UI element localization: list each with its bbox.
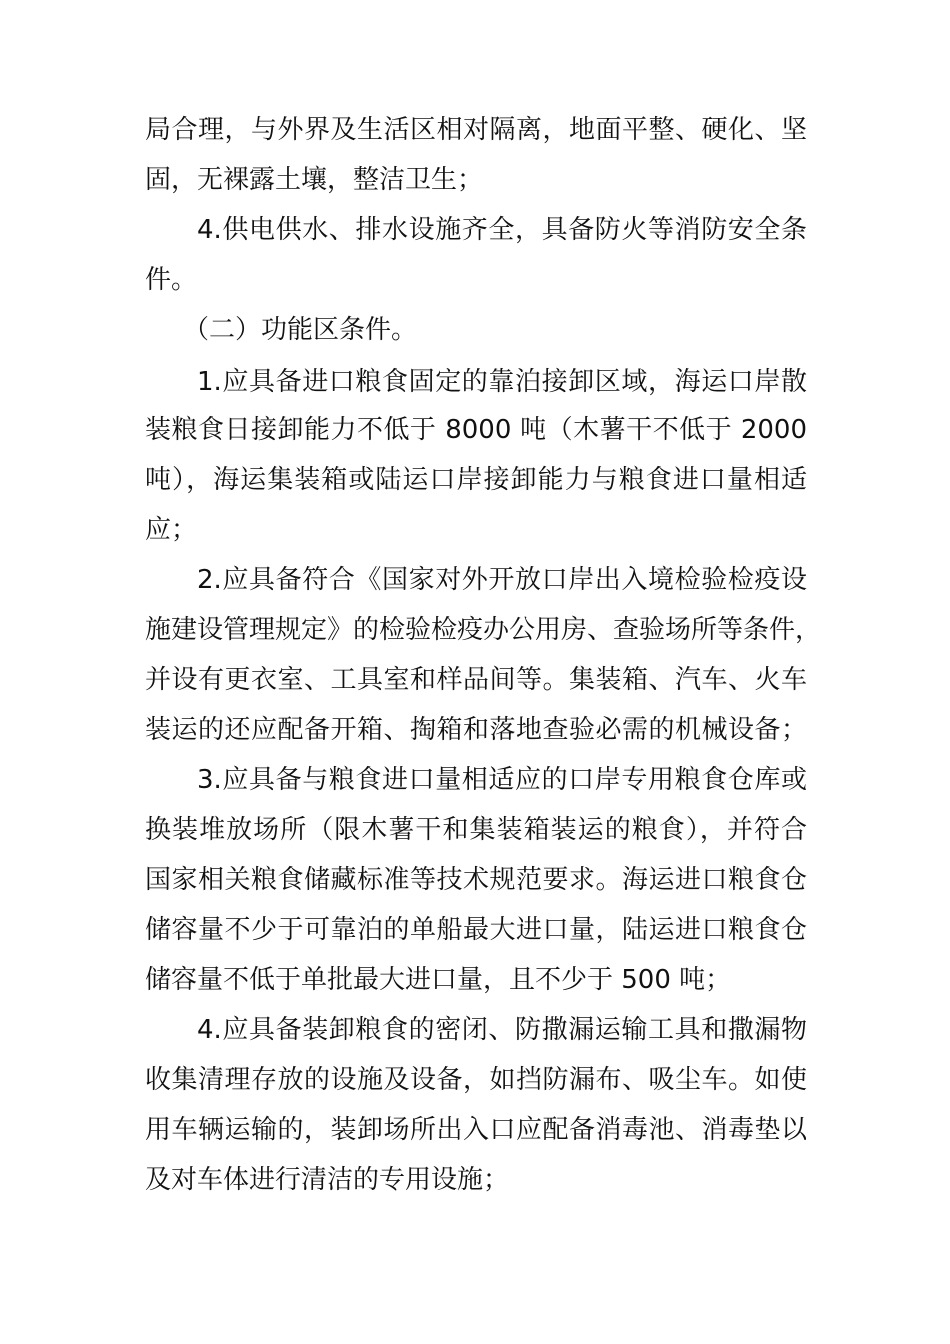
text-line: 吨），海运集装箱或陆运口岸接卸能力与粮食进口量相适	[145, 465, 807, 495]
text-line: 局合理，与外界及生活区相对隔离，地面平整、硬化、坚	[145, 115, 807, 145]
text-line: 施建设管理规定》的检验检疫办公用房、查验场所等条件，	[145, 615, 822, 645]
text-line: 固，无裸露土壤，整洁卫生；	[145, 165, 484, 195]
text-line: 3.应具备与粮食进口量相适应的口岸专用粮食仓库或	[197, 765, 807, 795]
text-line: 储容量不少于可靠泊的单船最大进口量，陆运进口粮食仓	[145, 915, 807, 945]
text-line: 1.应具备进口粮食固定的靠泊接卸区域，海运口岸散	[197, 367, 807, 397]
text-line: 及对车体进行清洁的专用设施；	[145, 1165, 510, 1195]
text-line: 4.供电供水、排水设施齐全，具备防火等消防安全条	[197, 215, 807, 245]
text-line: 收集清理存放的设施及设备，如挡防漏布、吸尘车。如使	[145, 1065, 807, 1095]
text-line: 储容量不低于单批最大进口量，且不少于 500 吨；	[145, 965, 732, 995]
text-line: 并设有更衣室、工具室和样品间等。集装箱、汽车、火车	[145, 665, 807, 695]
text-line: 换装堆放场所（限木薯干和集装箱装运的粮食），并符合	[145, 815, 807, 845]
text-line: 装粮食日接卸能力不低于 8000 吨（木薯干不低于 2000	[145, 415, 807, 445]
text-line: 4.应具备装卸粮食的密闭、防撒漏运输工具和撒漏物	[197, 1015, 807, 1045]
text-line: 国家相关粮食储藏标准等技术规范要求。海运进口粮食仓	[145, 865, 807, 895]
text-line: 应；	[145, 515, 198, 545]
text-line: 用车辆运输的，装卸场所出入口应配备消毒池、消毒垫以	[145, 1115, 807, 1145]
text-line: 装运的还应配备开箱、掏箱和落地查验必需的机械设备；	[145, 715, 807, 745]
text-line: 件。	[145, 265, 198, 295]
section-heading: （二）功能区条件。	[183, 315, 418, 345]
text-line: 2.应具备符合《国家对外开放口岸出入境检验检疫设	[197, 565, 807, 595]
